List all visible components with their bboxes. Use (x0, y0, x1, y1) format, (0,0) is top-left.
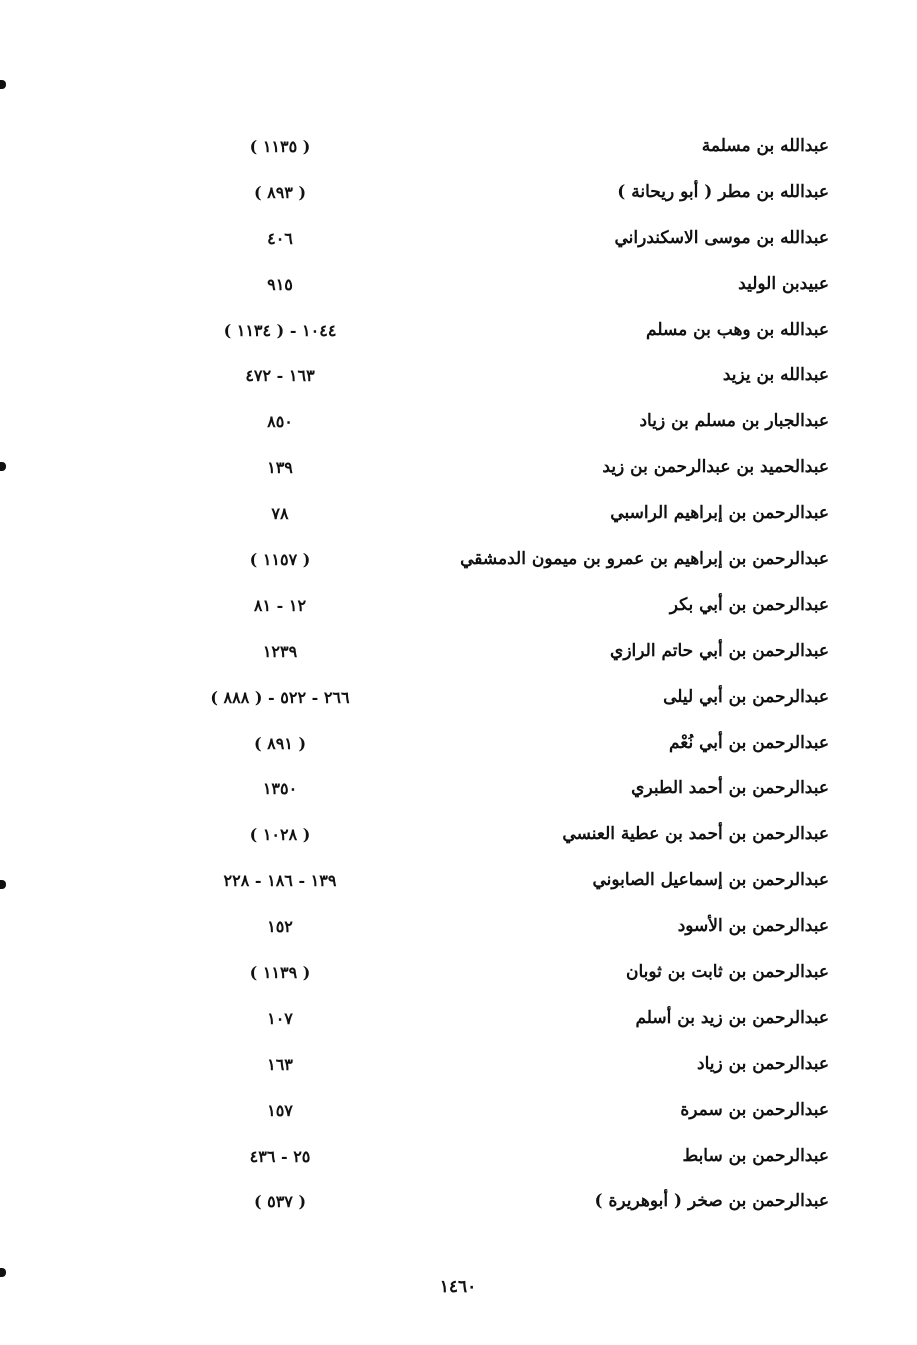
entry-name: عبدالرحمن بن أبي بكر (669, 594, 829, 615)
index-entry (0, 587, 917, 633)
entry-reference: ( ٨٩٣ ) (253, 182, 307, 202)
entry-reference: ٩١٥ (267, 274, 293, 294)
entry-name: عبدالرحمن بن إبراهيم الراسبي (610, 503, 829, 524)
index-entry (0, 174, 917, 220)
entry-reference: ١٣٩ (267, 458, 293, 478)
entry-name: عبدالرحمن بن صخر ( أبوهريرة ) (594, 1191, 829, 1212)
index-entry (0, 128, 917, 174)
entry-reference: ١٥٧ (267, 1100, 293, 1120)
index-entry (0, 1183, 917, 1229)
entry-name: عبدالرحمن بن زياد (697, 1053, 829, 1074)
entry-reference: ( ١٠٢٨ ) (249, 825, 311, 845)
entry-reference: ١٢٣٩ (262, 641, 298, 661)
entry-name: عبدالرحمن بن زيد بن أسلم (635, 1007, 829, 1028)
entry-reference: ١٣٩ - ١٨٦ - ٢٢٨ (223, 871, 337, 891)
entry-reference: ١٦٣ - ٤٧٢ (245, 366, 315, 386)
entry-name: عبدالرحمن بن إسماعيل الصابوني (592, 870, 829, 891)
entry-name: عبدالرحمن بن سابط (682, 1145, 829, 1166)
index-entry (0, 1092, 917, 1138)
entry-name: عبدالله بن مسلمة (701, 136, 829, 156)
entry-name: عبيدبن الوليد (738, 273, 829, 294)
entry-reference: ٢٥ - ٤٣٦ (249, 1146, 311, 1166)
entry-name: عبدالرحمن بن أحمد الطبري (631, 778, 829, 799)
entry-reference: ( ١١٣٩ ) (249, 963, 311, 983)
entry-name: عبدالرحمن بن أبي ليلى (663, 686, 829, 707)
entry-name: عبدالرحمن بن سمرة (680, 1099, 829, 1120)
margin-mark (0, 1268, 6, 1277)
index-entry (0, 403, 917, 449)
entry-name: عبدالحميد بن عبدالرحمن بن زيد (602, 457, 829, 478)
entry-name: عبدالرحمن بن ثابت بن ثوبان (625, 962, 829, 983)
index-entry (0, 862, 917, 908)
index-entry (0, 1138, 917, 1184)
entry-reference: ( ١١٣٥ ) (249, 137, 311, 156)
index-entry (0, 541, 917, 587)
index-entry (0, 725, 917, 771)
index-entry (0, 1000, 917, 1046)
entry-name: عبدالرحمن بن أبي نُعْم (668, 732, 829, 753)
entry-reference: ١٠٧ (267, 1008, 293, 1028)
entry-reference: ١٦٣ (267, 1054, 293, 1074)
index-entry (0, 266, 917, 312)
entry-name: عبدالرحمن بن إبراهيم بن عمرو بن ميمون الدمشقي (460, 549, 829, 570)
entry-reference: ١٠٤٤ - ( ١١٣٤ ) (223, 320, 337, 340)
entry-reference: ٤٠٦ (267, 228, 293, 248)
index-entry (0, 679, 917, 725)
entry-reference: ٧٨ (271, 504, 289, 524)
index-entry (0, 495, 917, 541)
entry-reference: ١٣٥٠ (262, 779, 298, 799)
page-number: ١٤٦٠ (439, 1277, 477, 1297)
index-entry (0, 1046, 917, 1092)
entry-reference: ٢٦٦ - ٥٢٢ - ( ٨٨٨ ) (210, 687, 350, 707)
index-entry (0, 816, 917, 862)
entry-name: عبدالله بن وهب بن مسلم (646, 319, 829, 340)
index-entry (0, 770, 917, 816)
index-entry (0, 908, 917, 954)
entry-name: عبدالرحمن بن الأسود (677, 916, 829, 937)
entry-name: عبدالرحمن بن أحمد بن عطية العنسي (562, 824, 829, 845)
entry-reference: ١٥٢ (267, 917, 293, 937)
entry-reference: ( ٥٣٧ ) (253, 1192, 307, 1212)
index-entry (0, 633, 917, 679)
margin-mark (0, 80, 6, 89)
index-entry (0, 954, 917, 1000)
index-entry (0, 449, 917, 495)
entry-name: عبدالله بن يزيد (722, 365, 829, 386)
entry-name: عبدالله بن موسى الاسكندراني (614, 227, 829, 248)
entry-reference: ( ٨٩١ ) (253, 733, 307, 753)
entry-name: عبدالرحمن بن أبي حاتم الرازي (610, 640, 829, 661)
index-entry (0, 357, 917, 403)
entry-reference: ١٢ - ٨١ (253, 595, 307, 615)
entry-reference: ٨٥٠ (267, 412, 293, 432)
index-entry (0, 312, 917, 358)
entry-reference: ( ١١٥٧ ) (249, 550, 311, 570)
entry-name: عبدالجبار بن مسلم بن زياد (639, 411, 829, 432)
index-list (0, 128, 917, 1229)
index-entry (0, 220, 917, 266)
entry-name: عبدالله بن مطر ( أبو ريحانة ) (617, 181, 829, 202)
